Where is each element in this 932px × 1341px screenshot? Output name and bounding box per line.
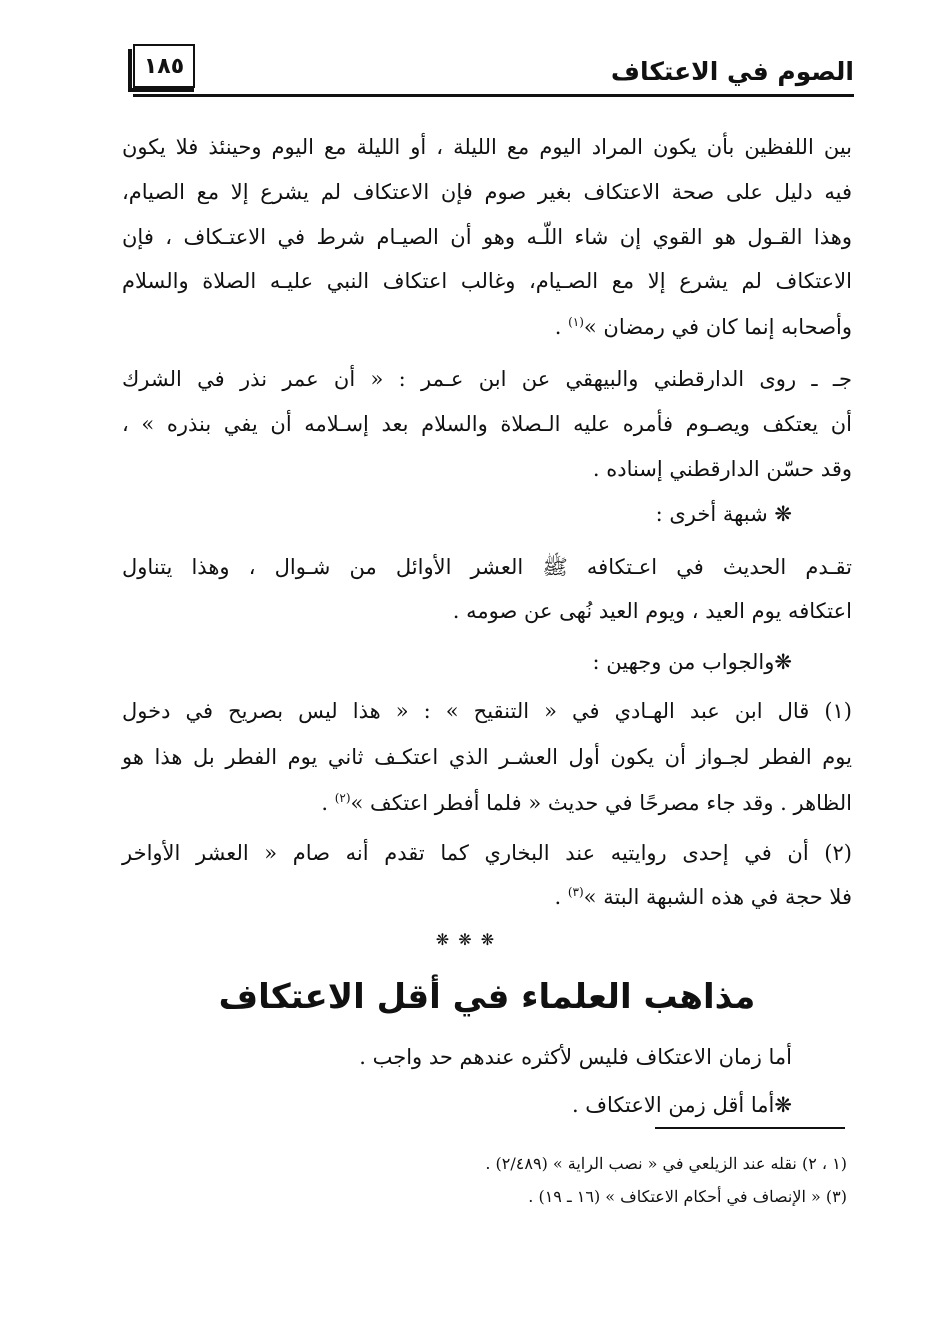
- footnote-marker: (١ ، ٢): [801, 1154, 847, 1173]
- paragraph-text: الظاهر . وقد جاء مصرحًا في حديث « فلما أفطر اعتكف »: [350, 791, 852, 815]
- footnote: [127, 1150, 847, 1178]
- paragraph-line: أما زمان الاعتكاف فليس لأكثره عندهم حد واجب .: [359, 1045, 792, 1069]
- objection-heading: ❋ شبهة أخرى :: [655, 502, 792, 526]
- footnote-text: نقله عند الزيلعي في « نصب الراية » (٢/٤٨٩) .: [485, 1154, 797, 1173]
- section-separator: ❋ ❋ ❋: [435, 930, 497, 949]
- page-number: ١٨٥: [133, 44, 195, 88]
- running-head: الصوم في الاعتكاف: [610, 57, 854, 86]
- header-rule: [133, 94, 854, 97]
- paragraph-line: وأصحابه إنما كان في رمضان »$^{(١)}$ .: [554, 315, 852, 339]
- answer-heading: ❋والجواب من وجهين :: [592, 650, 792, 674]
- paragraph-text: فلا حجة في هذه الشبهة البتة »: [583, 885, 852, 909]
- paragraph-line: يوم الفطر لجـواز أن يكون أول العشـر الذي اعتكـف ثاني يوم الفطر بل هذا هو: [122, 745, 852, 769]
- paragraph-line: وقد حسّن الدارقطني إسناده .: [592, 457, 852, 481]
- footnote-marker: (٣): [825, 1187, 847, 1206]
- footnote-rule: [655, 1127, 845, 1129]
- paragraph-line: الظاهر . وقد جاء مصرحًا في حديث « فلما أفطر اعتكف »$^{(٢)}$ .: [321, 791, 852, 815]
- footnote-text: « الإنصاف في أحكام الاعتكاف » (١٦ ـ ١٩) .: [528, 1187, 821, 1206]
- paragraph-line: فلا حجة في هذه الشبهة البتة »$^{(٣)}$ .: [554, 885, 852, 909]
- footnote-ref: (٣): [567, 885, 584, 899]
- paragraph-line: (٢) أن في إحدى روايتيه عند البخاري كما تقدم أنه صام « العشر الأواخر: [122, 841, 852, 865]
- footnote: [127, 1183, 847, 1211]
- paragraph-line: بين اللفظين بأن يكون المراد اليوم مع الليلة ، أو الليلة مع اليوم وحينئذ فلا يكون: [122, 135, 852, 159]
- footnote-ref: (٢): [334, 791, 351, 805]
- paragraph-line: جـ ـ روى الدارقطني والبيهقي عن ابن عـمر : « أن عمر نذر في الشرك: [122, 367, 852, 391]
- paragraph-line: وهذا القـول هو القوي إن شاء اللّـه وهو أن الصيـام شرط في الاعتـكاف ، فإن: [122, 225, 852, 249]
- section-heading: مذاهب العلماء في أقل الاعتكاف: [218, 977, 756, 1017]
- paragraph-line: فيه دليل على صحة الاعتكاف بغير صوم فإن الاعتكاف لم يشرع إلا مع الصيام،: [122, 180, 852, 204]
- paragraph-line: تقـدم الحديث في اعـتكافه ﷺ العشر الأوائل من شـوال ، وهذا يتناول: [122, 555, 852, 579]
- footnote-ref: (١): [568, 315, 584, 329]
- paragraph-text: وأصحابه إنما كان في رمضان »: [583, 315, 852, 339]
- paragraph-line: (١) قال ابن عبد الهـادي في « التنقيح » : « هذا ليس بصريح في دخول: [122, 699, 852, 723]
- paragraph-line: ❋أما أقل زمن الاعتكاف .: [571, 1093, 792, 1117]
- paragraph-line: الاعتكاف لم يشرع إلا مع الصـيام، وغالب اعتكاف النبي عليـه الصلاة والسلام: [122, 269, 852, 293]
- paragraph-line: اعتكافه يوم العيد ، ويوم العيد نُهى عن صومه .: [452, 599, 852, 623]
- paragraph-line: أن يعتكف ويصـوم فأمره عليه الـصلاة والسلام بعد إسـلامه أن يفي بنذره » ،: [122, 412, 852, 436]
